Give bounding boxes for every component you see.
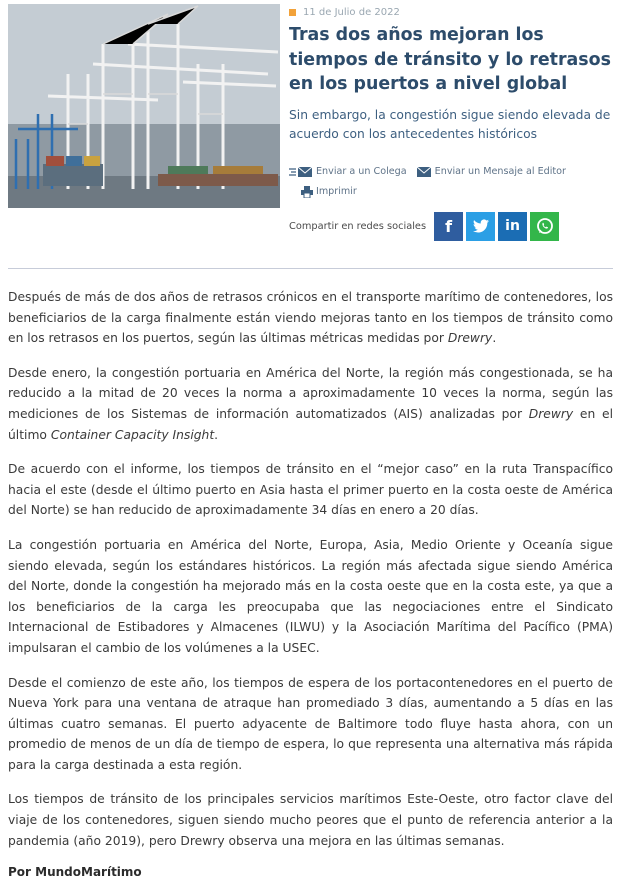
paragraph-1-text: Después de más de dos años de retrasos crónicos en el transporte marítimo de contenedores, los beneficiarios de la carga finalmente están viendo mejoras tanto en los tiempos de tránsito como en los retrasos en los puertos, según las últimas métricas medidas por — [8, 290, 613, 346]
whatsapp-icon — [536, 217, 554, 235]
article-byline: Por MundoMarítimo — [8, 865, 142, 879]
article-photo — [8, 4, 280, 208]
paragraph-1-end: . — [492, 331, 497, 346]
print-link[interactable] — [301, 184, 357, 200]
article-date — [289, 4, 613, 20]
article-header — [8, 4, 613, 254]
whatsapp-share-button[interactable] — [530, 212, 559, 241]
drewry-mention: Drewry — [528, 406, 574, 421]
send-colleague-link[interactable] — [289, 164, 407, 180]
paragraph-2-end: . — [214, 427, 219, 442]
report-title: Container Capacity Insight — [50, 427, 215, 442]
article-meta — [289, 4, 613, 241]
paragraph-2-mid: en el último — [8, 406, 613, 442]
article-subtitle: Sin embargo, la congestión sigue siendo elevada de acuerdo con los antecedentes históricos — [289, 107, 611, 141]
facebook-share-button[interactable] — [434, 212, 463, 241]
paragraph-2-text: Desde enero, la congestión portuaria en América del Norte, la región más congestionada, se ha reducido a la mitad de 20 veces la norma a aproximadamente 10 veces la norma, según las mediciones de los Sistemas de información automatizados (AIS) analizadas por — [8, 365, 613, 421]
twitter-share-button[interactable] — [466, 212, 495, 241]
linkedin-icon: in — [505, 218, 520, 234]
paragraph-6: Los tiempos de tránsito de los principales servicios marítimos Este-Oeste, otro factor clave del viaje de los contenedores, siguen siendo mucho peores que el punto de referencia anterior a la pandemia (año 2019), pero Drewry observa una mejora en las últimas semanas. — [8, 792, 613, 848]
article-body — [8, 287, 613, 879]
printer-icon — [301, 186, 313, 198]
paragraph-3: De acuerdo con el informe, los tiempos de tránsito en el “mejor caso” en la ruta Transpacífico hacia el este (desde el último puerto en Asia hasta el primer puerto en la costa oeste de América del Norte) se han reducido de aproximadamente 34 días en enero a 20 días. — [8, 462, 613, 518]
send-editor-link[interactable] — [416, 164, 566, 180]
paragraph-1 — [8, 287, 613, 349]
paragraph-2 — [8, 363, 613, 445]
print-label: Imprimir — [316, 185, 357, 197]
article-title: Tras dos años mejoran los tiempos de tránsito y lo retrasos en los puertos a nivel global — [289, 25, 611, 94]
facebook-icon: f — [445, 216, 453, 236]
envelope-icon — [416, 166, 432, 178]
linkedin-share-button[interactable] — [498, 212, 527, 241]
envelope-colleague-icon — [289, 166, 313, 178]
send-colleague-label: Enviar a un Colega — [316, 165, 407, 177]
send-editor-label: Enviar un Mensaje al Editor — [434, 165, 566, 177]
date-marker-icon — [289, 9, 296, 16]
paragraph-5: Desde el comienzo de este año, los tiempos de espera de los portacontenedores en el puerto de Nueva York para una ventana de atraque han promediado 3 días, aumentando a 5 días en las últimas cuatro semanas. El puerto adyacente de Baltimore todo fluye hasta ahora, con un promedio de menos de un día de tiempo de espera, lo que representa una alternativa más rápida para la carga destinada a esta región. — [8, 675, 613, 772]
drewry-mention: Drewry — [447, 331, 493, 346]
twitter-icon — [473, 219, 489, 233]
article-actions — [289, 164, 613, 204]
paragraph-4: La congestión portuaria en América del Norte, Europa, Asia, Medio Oriente y Oceanía sigue siendo elevada, según los estándares históricos. La región más afectada sigue siendo América del Norte, donde la congestión ha mejorado más en la costa oeste que en la costa este, ya que a los beneficiarios de la carga les preocupaba que las negociaciones entre el Sindicato Internacional de Estibadores y Almacenes (ILWU) y la Asociación Marítima del Pacífico (PMA) impulsaran el cambio de los volúmenes a la USEC. — [8, 537, 613, 655]
header-divider — [8, 268, 613, 269]
date-text: 11 de Julio de 2022 — [303, 6, 400, 18]
share-label: Compartir en redes sociales — [289, 220, 427, 232]
port-cranes-illustration — [8, 4, 280, 208]
share-bar — [289, 212, 613, 241]
